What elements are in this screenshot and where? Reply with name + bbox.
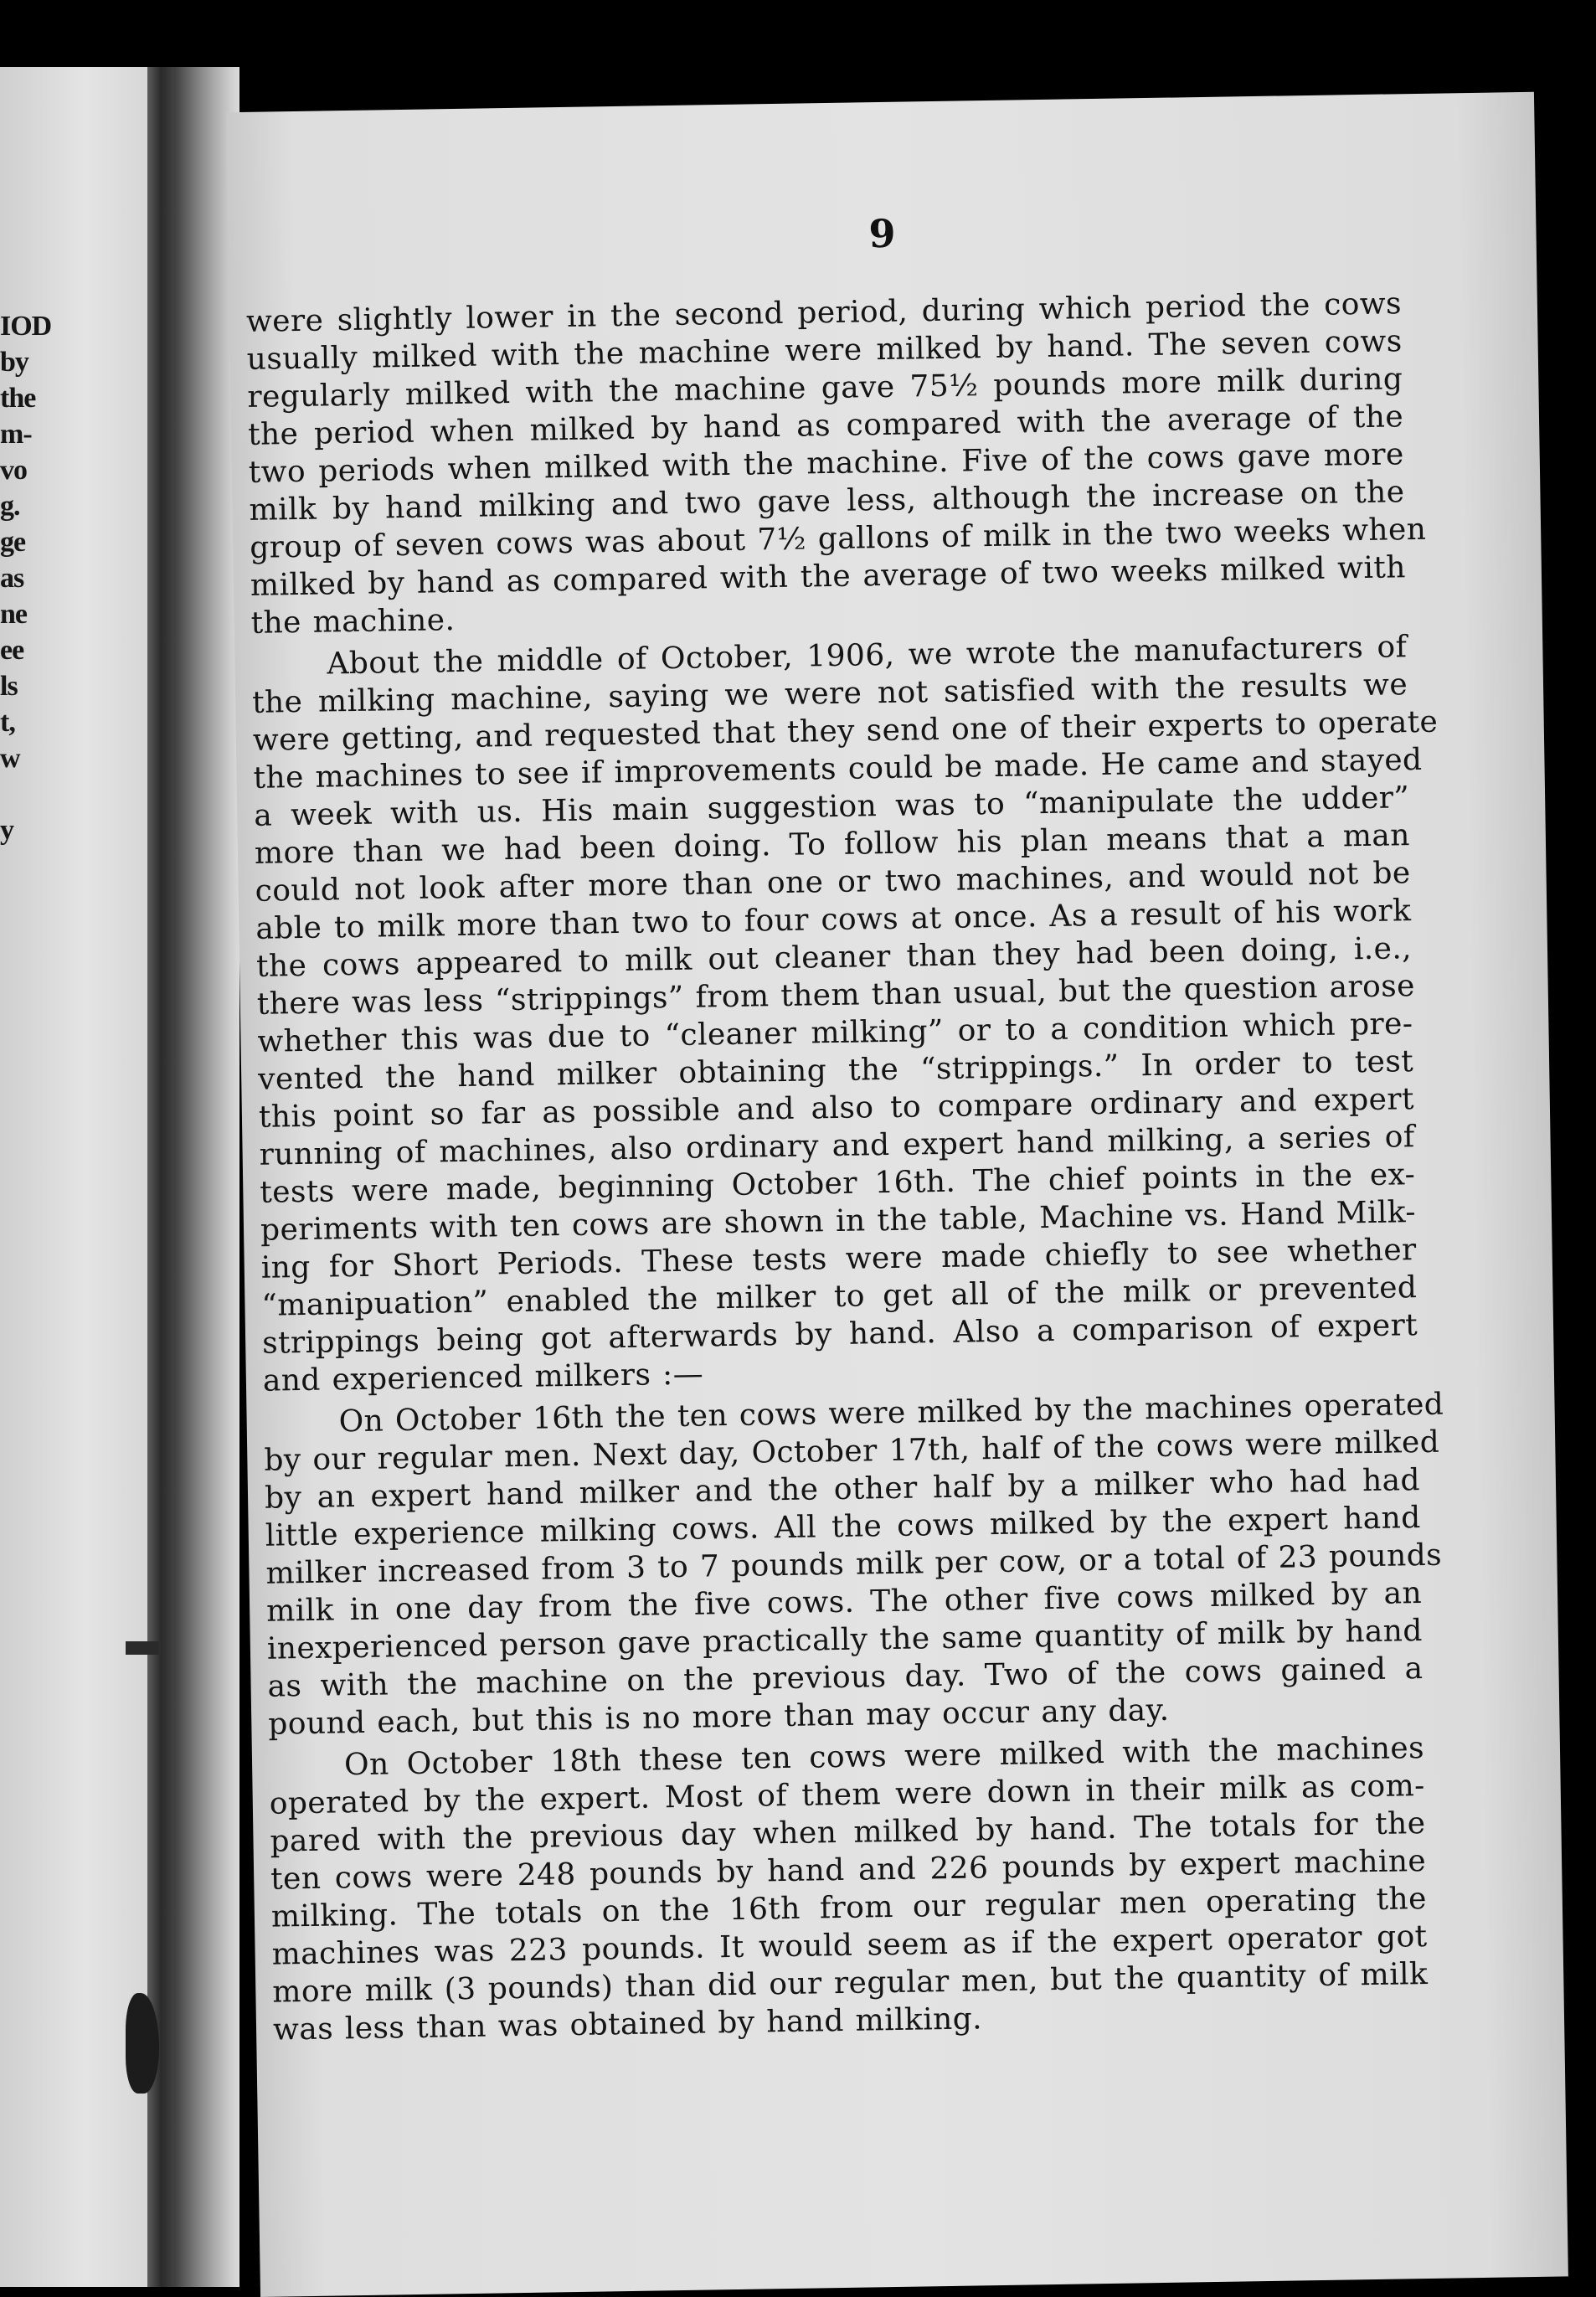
- previous-page-fragment: IOD: [0, 311, 52, 342]
- text-line: by our regular men. Next day, October 17th, half of the cows were milked: [264, 1424, 1440, 1478]
- previous-page-fragment: ee: [0, 635, 24, 666]
- text-line: the machines to see if improvements could be made. He came and stayed: [253, 742, 1423, 796]
- text-line: On October 18th these ten cows were milked with the machines: [343, 1731, 1425, 1783]
- text-line: vented the hand milker obtaining the “strippings.” In order to test: [257, 1044, 1414, 1097]
- text-line: milked by hand as compared with the average of two weeks milked with: [250, 550, 1407, 603]
- previous-page-fragment: y: [0, 815, 13, 846]
- text-line: milk by hand milking and two gave less, although the increase on the: [249, 475, 1405, 528]
- previous-page-fragment: m-: [0, 419, 32, 450]
- text-line: as with the machine on the previous day. Two of the cows gained a: [267, 1651, 1424, 1704]
- page-number: 9: [868, 210, 896, 257]
- previous-page-fragment: by: [0, 347, 28, 378]
- text-line: the machine.: [250, 603, 456, 641]
- previous-page-fragment: the: [0, 383, 36, 414]
- text-line: milking. The totals on the 16th from our regular men operating the: [270, 1882, 1428, 1934]
- previous-page-fragment: t,: [0, 707, 15, 738]
- text-line: the milking machine, saying we were not satisfied with the results we: [251, 667, 1408, 720]
- text-line: by an expert hand milker and the other half by a milker who had had: [264, 1463, 1421, 1516]
- text-line: About the middle of October, 1906, we wrote the manufacturers of: [327, 630, 1408, 682]
- previous-page-fragment: g.: [0, 491, 20, 522]
- text-line: this point so far as possible and also to compare ordinary and expert: [258, 1082, 1415, 1135]
- text-line: could not look after more than one or two machines, and would not be: [255, 856, 1411, 909]
- text-line: pound each, but this is no more than may occur any day.: [268, 1692, 1170, 1742]
- text-line: periments with ten cows are shown in the table, Machine vs. Hand Milk-: [260, 1195, 1417, 1248]
- previous-page-fragment: vo: [0, 455, 27, 486]
- text-line: strippings being got afterwards by hand. Also a comparison of expert: [261, 1308, 1418, 1361]
- book-gutter: [147, 67, 239, 2287]
- previous-page-fragment: ls: [0, 671, 18, 702]
- text-line: a week with us. His main suggestion was to “manipulate the udder”: [253, 780, 1410, 833]
- text-line: milker increased from 3 to 7 pounds milk per cow, or a total of 23 pounds: [265, 1537, 1443, 1591]
- previous-page-fragment: [0, 776, 50, 812]
- text-line: regularly milked with the machine gave 75½ pounds more milk during: [247, 362, 1403, 415]
- previous-page-fragment: w: [0, 743, 20, 774]
- text-line: inexperienced person gave practically the same quantity of milk by hand: [266, 1614, 1424, 1666]
- paragraph: [263, 1386, 1444, 1743]
- text-line: able to milk more than two to four cows at once. As a result of his work: [255, 894, 1412, 946]
- text-line: usually milked with the machine were milked by hand. The seven cows: [246, 324, 1403, 377]
- text-line: were getting, and requested that they send one of their experts to operate: [252, 704, 1439, 758]
- text-line: two periods when milked with the machine. Five of the cows gave more: [248, 437, 1405, 490]
- text-line: were slightly lower in the second period, during which period the cows: [245, 286, 1403, 339]
- text-line: the cows appeared to milk out cleaner than they had been doing, i.e.,: [255, 931, 1413, 984]
- text-line: more than we had been doing. To follow his plan means that a man: [254, 818, 1411, 871]
- text-line: the period when milked by hand as compared with the average of the: [247, 399, 1404, 452]
- text-line: machines was 223 pounds. It would seem as if the expert operator got: [271, 1919, 1428, 1972]
- previous-page-fragment: as: [0, 563, 24, 594]
- text-line: milk in one day from the five cows. The other five cows milked by an: [265, 1576, 1423, 1629]
- text-line: group of seven cows was about 7½ gallons of milk in the two weeks when: [249, 512, 1427, 565]
- text-line: “manipuation” enabled the milker to get all of the milk or prevented: [261, 1270, 1418, 1323]
- text-line: was less than was obtained by hand milking.: [272, 2001, 983, 2047]
- text-line: ing for Short Periods. These tests were made chiefly to see whether: [260, 1233, 1417, 1285]
- text-line: tests were made, beginning October 16th. The chief points in the ex-: [260, 1157, 1416, 1210]
- text-line: operated by the expert. Most of them were down in their milk as com-: [269, 1769, 1425, 1821]
- body-text: [245, 285, 1444, 2052]
- text-line: On October 16th the ten cows were milked by the machines operated: [338, 1387, 1444, 1439]
- previous-page-text-fragments: [0, 308, 50, 848]
- text-line: and experienced milkers :—: [262, 1357, 704, 1398]
- paragraph: [269, 1729, 1429, 2049]
- text-line: running of machines, also ordinary and expert hand milking, a series of: [259, 1120, 1415, 1172]
- text-line: pared with the previous day when milked by hand. The totals for the: [270, 1806, 1426, 1859]
- paragraph: [245, 285, 1427, 642]
- text-line: more milk (3 pounds) than did our regular men, but the quantity of milk: [272, 1957, 1429, 2010]
- text-line: ten cows were 248 pounds by hand and 226 pounds by expert machine: [270, 1844, 1427, 1897]
- paragraph: [251, 628, 1439, 1400]
- book-page: [226, 92, 1568, 2297]
- previous-page-fragment: ge: [0, 527, 26, 558]
- text-line: little experience milking cows. All the cows milked by the expert hand: [265, 1501, 1421, 1553]
- text-line: there was less “strippings” from them than usual, but the question arose: [256, 969, 1416, 1022]
- previous-page-fragment: ne: [0, 599, 27, 630]
- gutter-stain: [126, 1641, 159, 1655]
- text-line: whether this was due to “cleaner milking” or to a condition which pre-: [257, 1007, 1413, 1059]
